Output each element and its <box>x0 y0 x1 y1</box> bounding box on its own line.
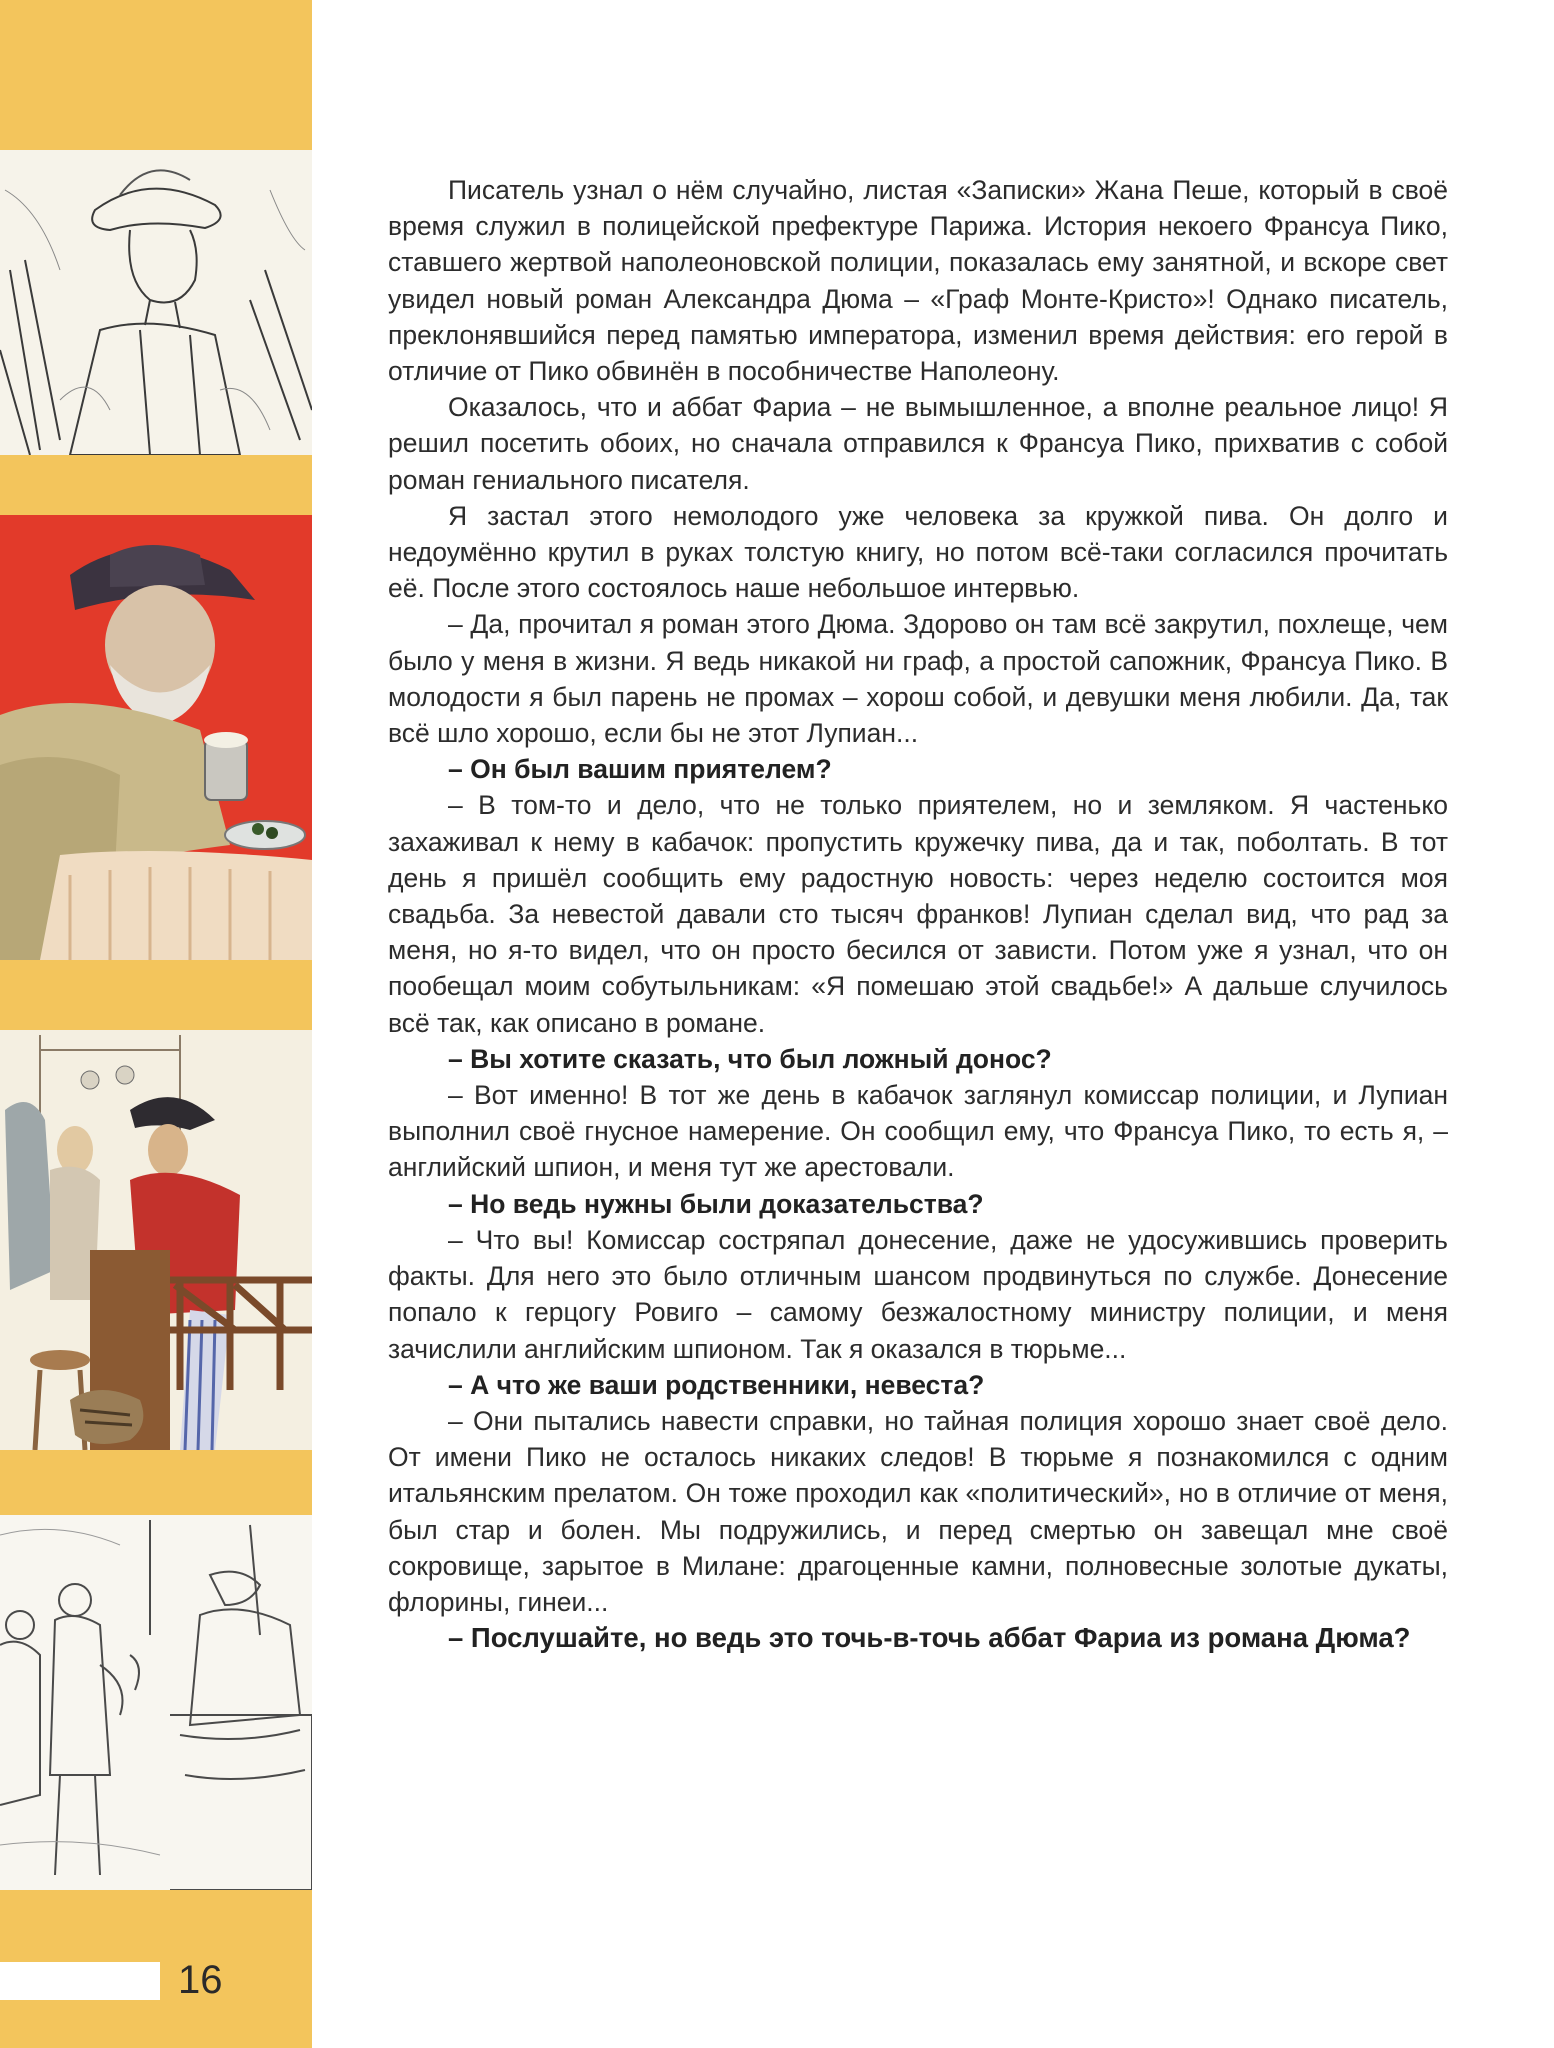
page-number: 16 <box>178 1958 223 2002</box>
painting-old-man-icon <box>0 515 312 960</box>
paragraph: Я застал этого немолодого уже человека за кружкой пива. Он долго и недоумённо крутил в руках толстую книгу, но потом всё-таки согласился прочитать её. После этого состоялось наше небольшое интервью. <box>388 500 1448 604</box>
paragraph: Оказалось, что и аббат Фариа – не вымышленное, а вполне реальное лицо! Я решил посетить обоих, но сначала отправился к Франсуа Пико, прихватив с собой роман гениального писателя. <box>388 392 1448 495</box>
paragraph: – Что вы! Комиссар состряпал донесение, даже не удосужившись проверить факты. Для него это было отличным шансом продвинуться по службе. Донесение попало к герцогу Ровиго – самому безжалостному министру полиции, и меня зачислили английским шпионом. Так я оказался в тюрьме... <box>388 1224 1448 1364</box>
sketch-man-icon <box>0 150 312 455</box>
illustration-old-man-with-beer-mug <box>0 515 312 960</box>
interview-question: – Вы хотите сказать, что был ложный донос? <box>448 1043 1052 1074</box>
left-color-band-2 <box>0 960 312 1030</box>
interview-question: – Он был вашим приятелем? <box>448 754 832 785</box>
illustration-tavern-scene-with-cat <box>0 1030 312 1450</box>
illustration-sketch-tavern-figures <box>0 1515 312 1890</box>
interview-question: – Послушайте, но ведь это точь-в-точь аббат Фариа из романа Дюма? <box>448 1622 1411 1654</box>
paragraph: – Вот именно! В тот же день в кабачок заглянул комиссар полиции, и Лупиан выполнил своё гнусное намерение. Он сообщил ему, что Франсуа Пико, то есть я, – английский шпион, и меня тут же арестовали. <box>388 1080 1448 1183</box>
paragraph: – Да, прочитал я роман этого Дюма. Здорово он там всё закрутил, похлеще, чем было у меня в жизни. Я ведь никакой ни граф, а простой сапожник, Франсуа Пико. В молодости я был парень не промах – хорош собой, и девушки меня любили. Да, так всё шло хорошо, если бы не этот Лупиан... <box>388 609 1448 749</box>
article-body <box>388 172 1448 1656</box>
left-color-band-1 <box>0 455 312 515</box>
painting-tavern-icon <box>0 1030 312 1450</box>
left-color-band-3 <box>0 1450 312 1515</box>
paragraph: Писатель узнал о нём случайно, листая «Записки» Жана Пеше, который в своё время служил в полицейской префектуре Парижа. История некоего Франсуа Пико, ставшего жертвой наполеоновской полиции, показалась ему занятной, и вскоре свет увидел новый роман Александра Дюма – «Граф Монте-Кристо»! Однако писатель, преклонявшийся перед памятью императора, изменил время действия: его герой в отличие от Пико обвинён в пособничестве Наполеону. <box>388 175 1448 387</box>
left-color-band-top <box>0 0 312 150</box>
interview-question: – А что же ваши родственники, невеста? <box>448 1369 985 1400</box>
page-number-bar <box>0 1962 160 2000</box>
interview-question: – Но ведь нужны были доказательства? <box>448 1188 984 1219</box>
illustration-sketch-man-in-plumed-hat <box>0 150 312 455</box>
paragraph: – В том-то и дело, что не только приятелем, но и земляком. Я частенько захаживал к нему в кабачок: пропустить кружечку пива, да и так, поболтать. В тот день я пришёл сообщить ему радостную новость: через неделю состоится моя свадьба. За невестой давали сто тысяч франков! Лупиан сделал вид, что рад за меня, но я-то видел, что он просто бесился от зависти. Потом уже я узнал, что он пообещал моим собутыльникам: «Я помешаю этой свадьбе!» А дальше случилось всё так, как описано в романе. <box>388 790 1448 1038</box>
paragraph: – Они пытались навести справки, но тайная полиция хорошо знает своё дело. От имени Пико не осталось никаких следов! В тюрьме я познакомился с одним итальянским прелатом. Он тоже проходил как «политический», но в отличие от меня, был стар и болен. Мы подружились, и перед смертью он завещал мне своё сокровище, зарытое в Милане: драгоценные камни, полновесные золотые дукаты, флорины, гинеи... <box>388 1405 1448 1617</box>
sketch-figures-icon <box>0 1515 312 1890</box>
